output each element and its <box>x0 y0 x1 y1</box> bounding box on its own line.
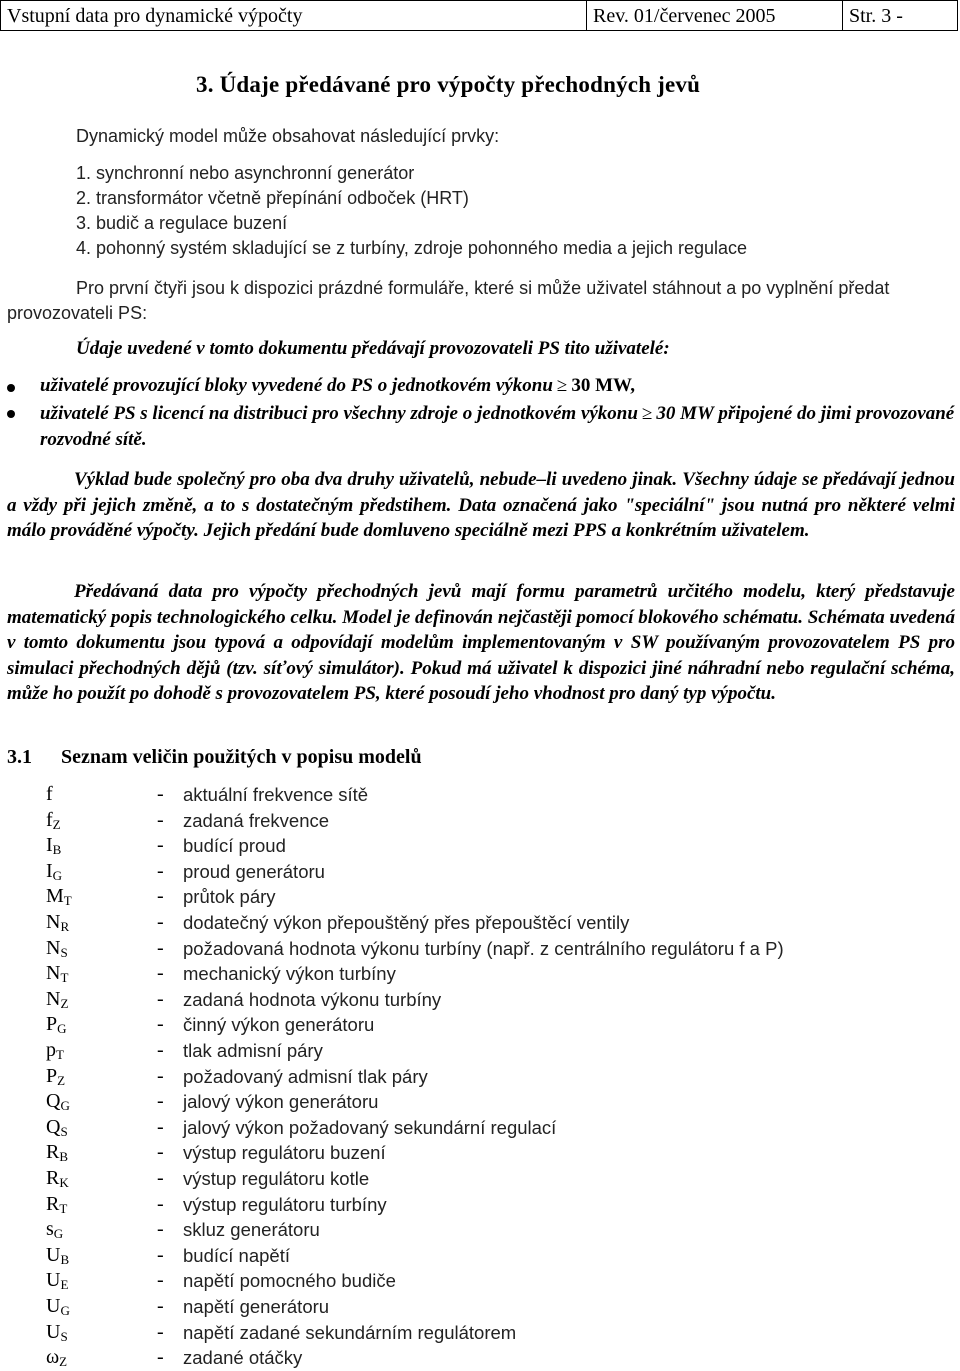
symbol-base: Q <box>46 1090 61 1113</box>
symbol-subscript: S <box>60 1328 68 1344</box>
symbol <box>46 1218 63 1242</box>
symbol-description: průtok páry <box>183 886 276 908</box>
symbol-base: s <box>46 1218 54 1241</box>
symbol-dash: - <box>157 1346 164 1369</box>
bullet-item <box>40 375 635 397</box>
symbol-dash: - <box>157 987 164 1010</box>
subsection-heading <box>7 746 422 769</box>
symbol-base: R <box>46 1141 60 1164</box>
symbol <box>46 783 53 807</box>
bullet-item <box>40 401 956 453</box>
symbol-subscript: G <box>52 867 63 883</box>
symbol-base: U <box>46 1269 61 1292</box>
symbol-description: mechanický výkon turbíny <box>183 963 396 985</box>
bullet-value: 30 MW, <box>571 375 636 396</box>
symbol-subscript: G <box>57 1021 67 1037</box>
symbol-subscript: R <box>60 919 70 934</box>
symbol-dash: - <box>157 962 164 985</box>
symbol-subscript: S <box>60 944 68 960</box>
symbol-dash: - <box>157 783 164 805</box>
symbol-dash: - <box>157 1141 164 1164</box>
symbol-base: N <box>46 936 61 959</box>
symbol-subscript: G <box>60 1303 70 1318</box>
symbol-subscript: T <box>59 1200 68 1216</box>
geq-symbol: ≥ <box>556 375 568 396</box>
subsection-number: 3.1 <box>7 746 32 768</box>
symbol-description: jalový výkon generátoru <box>183 1091 379 1113</box>
symbol <box>46 1065 65 1089</box>
symbol-description: požadovaná hodnota výkonu turbíny (např. z centrálního regulátoru f a P) <box>183 937 784 959</box>
symbol <box>46 1039 64 1063</box>
symbol-base: P <box>46 1013 58 1036</box>
bullet-dot <box>7 410 15 418</box>
symbol-dash: - <box>157 1064 164 1087</box>
symbol <box>46 988 68 1012</box>
symbol <box>46 1167 69 1191</box>
bullet-value: 30 MW připojené do jimi provozované rozvodné sítě. <box>40 403 955 450</box>
symbol-base: U <box>46 1295 61 1317</box>
symbol <box>46 885 72 909</box>
symbol <box>46 1013 67 1037</box>
symbol-description: tlak admisní páry <box>183 1040 323 1061</box>
symbol-dash: - <box>157 1192 164 1215</box>
bullet-dot <box>7 384 15 392</box>
symbol-base: M <box>46 885 64 908</box>
list-item: 3. budič a regulace buzení <box>76 213 288 233</box>
symbol-dash: - <box>157 1115 164 1138</box>
symbol-description: činný výkon generátoru <box>183 1014 375 1036</box>
symbol <box>46 937 68 961</box>
symbol-dash: - <box>157 1013 164 1036</box>
symbol-dash: - <box>157 911 164 933</box>
symbol-base: U <box>46 1243 61 1266</box>
symbol-base: f <box>46 783 53 805</box>
symbol-description: napětí zadané sekundárním regulátorem <box>183 1321 517 1343</box>
symbol <box>46 1269 68 1293</box>
header-revision: Rev. 01/červenec 2005 <box>587 1 843 30</box>
bullet-text: uživatelé provozující bloky vyvedené do PS o jednotkovém výkonu <box>40 375 553 396</box>
symbol-description: aktuální frekvence sítě <box>183 784 369 805</box>
symbol-base: I <box>46 859 53 882</box>
symbol-dash: - <box>157 1090 164 1113</box>
symbol-dash: - <box>157 1295 164 1317</box>
header-doc-title: Vstupní data pro dynamické výpočty <box>1 1 587 30</box>
symbol-dash: - <box>157 885 164 908</box>
symbol <box>46 911 69 935</box>
symbol-base: U <box>46 1320 61 1343</box>
symbol-subscript: B <box>52 842 62 858</box>
symbol-description: zadaná frekvence <box>183 809 330 831</box>
symbol <box>46 1193 67 1217</box>
symbol-description: budící proud <box>183 835 286 857</box>
symbol-dash: - <box>157 1320 164 1343</box>
symbol-base: p <box>46 1039 56 1061</box>
symbol <box>46 1090 70 1114</box>
geq-symbol: ≥ <box>641 403 653 424</box>
users-heading: Údaje uvedené v tomto dokumentu předávají provozovateli PS tito uživatelé: <box>76 338 670 359</box>
symbol-subscript: T <box>63 893 72 909</box>
symbol-dash: - <box>157 1218 164 1241</box>
list-item: 4. pohonný systém skladující se z turbíny, zdroje pohonného media a jejich regulace <box>76 238 748 258</box>
symbol-subscript: Z <box>52 816 61 832</box>
symbol <box>46 1244 69 1268</box>
symbol <box>46 1295 70 1319</box>
symbol-dash: - <box>157 1167 164 1189</box>
symbol-subscript: Z <box>57 1072 66 1088</box>
symbol-description: jalový výkon požadovaný sekundární regulací <box>183 1116 557 1138</box>
symbol-subscript: G <box>60 1098 70 1114</box>
symbol-description: napětí pomocného budiče <box>183 1270 396 1292</box>
symbol-subscript: G <box>53 1226 64 1242</box>
symbol-description: skluz generátoru <box>183 1219 320 1241</box>
symbol-dash: - <box>157 808 164 831</box>
symbol-dash: - <box>157 1039 164 1061</box>
symbol-description: výstup regulátoru buzení <box>183 1142 386 1164</box>
page-header <box>0 0 958 31</box>
list-item: 1. synchronní nebo asynchronní generátor <box>76 163 415 183</box>
header-page-number: Str. 3 - <box>849 5 903 27</box>
symbol <box>46 1321 68 1345</box>
symbol <box>46 1141 68 1165</box>
symbol-subscript: Z <box>60 995 69 1011</box>
symbol-description: výstup regulátoru kotle <box>183 1168 370 1189</box>
symbol-base: N <box>46 911 61 933</box>
symbol-base: f <box>46 808 53 831</box>
intro-text: Dynamický model může obsahovat následující prvky: <box>76 126 500 146</box>
symbol-description: zadané otáčky <box>183 1347 303 1369</box>
symbol-base: R <box>46 1192 60 1215</box>
symbol-dash: - <box>157 859 164 882</box>
symbol-description: zadaná hodnota výkonu turbíny <box>183 988 442 1010</box>
symbol-base: N <box>46 962 61 985</box>
symbol-base: P <box>46 1064 58 1087</box>
symbol-subscript: B <box>59 1149 69 1165</box>
paragraph-explanation: Výklad bude společný pro oba dva druhy uživatelů, nebude–li uvedeno jinak. Všechny údaje se předávají jednou a vždy při jejich změně, a to s dostatečným předstihem. Data označená jako "speciální" jsou nutná pro některé velmi málo prováděné výpočty. Jejich předání bude domluveno speciálně mezi PPS a konkrétním uživatelem. <box>7 469 955 541</box>
symbol-dash: - <box>157 834 164 857</box>
symbol-description: proud generátoru <box>183 860 325 882</box>
symbol-dash: - <box>157 1269 164 1292</box>
symbol-base: N <box>46 987 61 1010</box>
symbol-base: ω <box>46 1346 60 1369</box>
symbol-base: R <box>46 1167 60 1189</box>
symbol-subscript: K <box>59 1175 69 1190</box>
symbol <box>46 962 68 986</box>
symbol-dash: - <box>157 936 164 959</box>
paragraph-model-data: Předávaná data pro výpočty přechodných jevů mají formu parametrů určitého modelu, který představuje matematický popis technologického celku. Model je definován nejčastěji pomocí blokového schématu. Schémata uvedená v tomto dokumentu jsou typová a odpovídají modelům implementovaným v SW používaným provozovatelem PS pro simulaci přechodných dějů (tzv. síťový simulátor). Pokud má uživatel k dispozici jiné náhradní nebo regulační schéma, může ho použít po dohodě s provozovatelem PS, které posoudí jeho vhodnost pro daný typ výpočtu. <box>7 581 955 704</box>
list-item: 2. transformátor včetně přepínání odboček (HRT) <box>76 188 469 208</box>
symbol-subscript: Z <box>59 1354 68 1370</box>
bullet-text: uživatelé PS s licencí na distribuci pro všechny zdroje o jednotkovém výkonu <box>40 403 638 424</box>
symbol <box>46 860 62 884</box>
symbol <box>46 834 61 858</box>
symbol-subscript: T <box>60 970 69 986</box>
symbol-description: požadovaný admisní tlak páry <box>183 1065 428 1087</box>
section-title: 3. Údaje předávané pro výpočty přechodných jevů <box>196 72 701 97</box>
symbol-description: napětí generátoru <box>183 1296 330 1317</box>
symbol-subscript: B <box>60 1251 70 1267</box>
symbol-base: Q <box>46 1115 61 1138</box>
symbol-subscript: E <box>60 1277 69 1293</box>
symbol-description: výstup regulátoru turbíny <box>183 1193 387 1215</box>
symbol <box>46 1116 68 1140</box>
symbol-subscript: T <box>56 1047 64 1062</box>
symbol <box>46 809 61 833</box>
symbol-subscript: S <box>60 1123 68 1139</box>
forms-paragraph: Pro první čtyři jsou k dispozici prázdné formuláře, které si může uživatel stáhnout a po vyplnění předat provozovateli PS: <box>7 278 890 323</box>
symbol-description: dodatečný výkon přepouštěný přes přepouštěcí ventily <box>183 912 630 933</box>
subsection-title: Seznam veličin použitých v popisu modelů <box>61 746 422 768</box>
symbol-base: I <box>46 834 53 857</box>
symbol-description: budící napětí <box>183 1244 290 1266</box>
symbol <box>46 1346 67 1370</box>
symbol-dash: - <box>157 1243 164 1266</box>
